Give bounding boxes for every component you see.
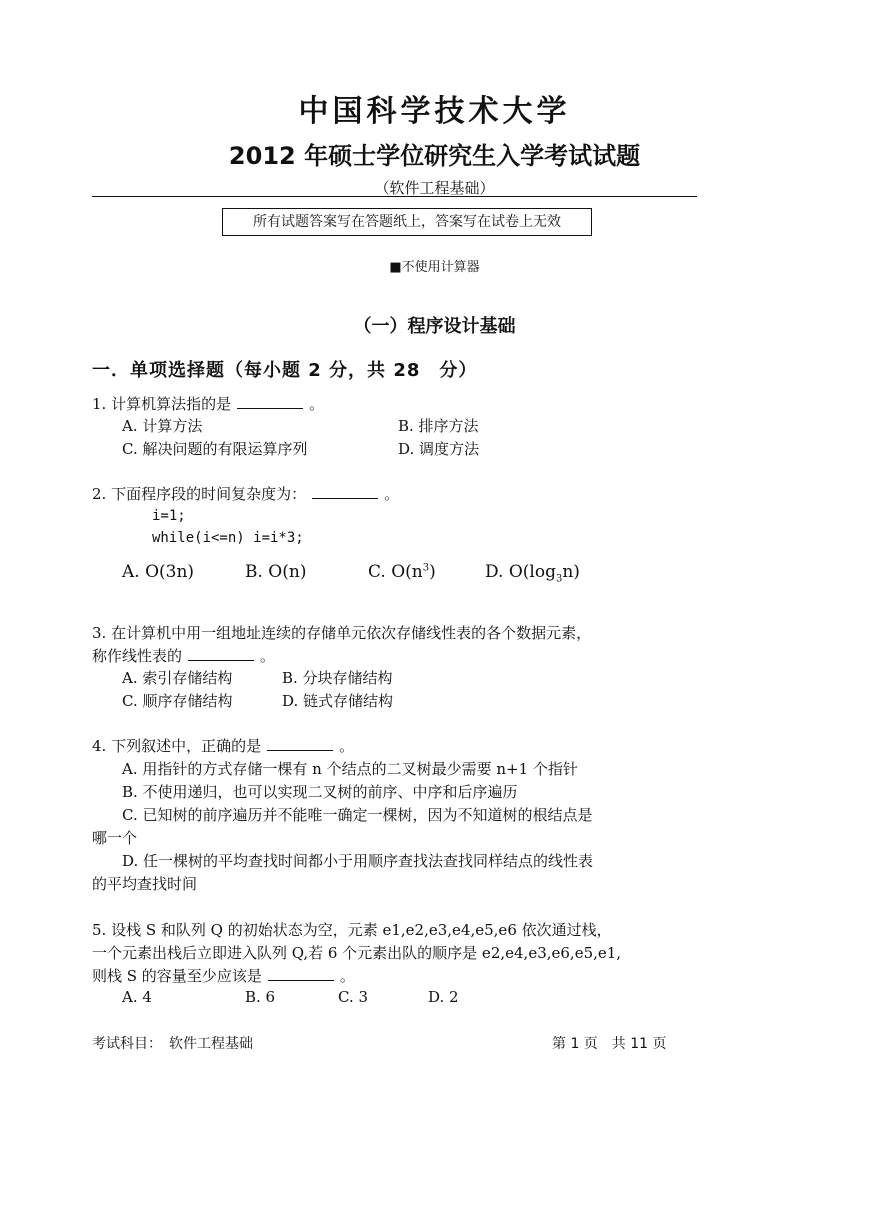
question-1-end: 。 xyxy=(309,395,325,413)
question-5-line-3 xyxy=(92,965,355,986)
option-d-close: n) xyxy=(562,562,580,582)
question-3-end: 。 xyxy=(260,647,276,665)
answer-blank xyxy=(188,648,254,661)
question-2-end: 。 xyxy=(384,485,400,503)
question-3-text: 称作线性表的 xyxy=(92,647,183,665)
option-c-close: ) xyxy=(429,562,436,582)
footer-page-number: 第 1 页 共 11 页 xyxy=(552,1036,667,1052)
answer-blank xyxy=(267,738,333,751)
question-4-end: 。 xyxy=(339,737,355,755)
question-3-option-a: A. 索引存储结构 xyxy=(122,669,233,687)
question-4-option-c-line-1: C. 已知树的前序遍历并不能唯一确定一棵树，因为不知道树的根结点是 xyxy=(122,806,593,824)
question-4-option-d-line-1: D. 任一棵树的平均查找时间都小于用顺序查找法查找同样结点的线性表 xyxy=(122,852,594,870)
option-c-text: C. O(n xyxy=(368,562,423,582)
question-3-option-d: D. 链式存储结构 xyxy=(282,692,394,710)
question-4-option-d-line-2: 的平均查找时间 xyxy=(92,875,198,893)
question-1-option-c: C. 解决问题的有限运算序列 xyxy=(122,440,308,458)
exam-title: 2012 年硕士学位研究生入学考试试题 xyxy=(228,142,641,170)
question-4-stem xyxy=(92,735,354,756)
answer-blank xyxy=(268,968,334,981)
question-1-text: 1. 计算机算法指的是 xyxy=(92,395,232,413)
option-d-text: D. O(log xyxy=(485,562,556,582)
header-divider xyxy=(92,196,697,197)
question-2-stem xyxy=(92,483,399,504)
question-2-option-b: B. O(n) xyxy=(245,562,307,582)
question-3-option-c: C. 顺序存储结构 xyxy=(122,692,233,710)
question-2-code-line-1: i=1; xyxy=(152,508,186,524)
answer-notice-box: 所有试题答案写在答题纸上，答案写在试卷上无效 xyxy=(222,208,592,236)
question-5-option-a: A. 4 xyxy=(122,988,152,1006)
question-1-option-d: D. 调度方法 xyxy=(398,440,480,458)
question-2-code-line-2: while(i<=n) i=i*3; xyxy=(152,530,304,546)
question-2-option-c xyxy=(368,562,436,582)
question-5-option-d: D. 2 xyxy=(428,988,459,1006)
part-title: （一）程序设计基础 xyxy=(353,316,516,337)
question-2-text: 2. 下面程序段的时间复杂度为： xyxy=(92,485,307,503)
question-4-option-c-line-2: 哪一个 xyxy=(92,829,138,847)
section-title: 一．单项选择题（每小题 2 分，共 28 分） xyxy=(92,360,478,381)
question-4-option-a: A. 用指针的方式存储一棵有 n 个结点的二叉树最少需要 n+1 个指针 xyxy=(122,760,578,778)
question-4-option-b: B. 不使用递归，也可以实现二叉树的前序、中序和后序遍历 xyxy=(122,783,518,801)
log-base: 3 xyxy=(555,573,563,585)
exam-subject: （软件工程基础） xyxy=(374,179,495,197)
exponent: 3 xyxy=(422,562,430,574)
question-3-line-1: 3. 在计算机中用一组地址连续的存储单元依次存储线性表的各个数据元素， xyxy=(92,624,592,642)
question-5-end: 。 xyxy=(339,967,355,985)
question-5-line-2: 一个元素出栈后立即进入队列 Q,若 6 个元素出队的顺序是 e2,e4,e3,e6,e5,e1, xyxy=(92,944,622,962)
question-5-text: 则栈 S 的容量至少应该是 xyxy=(92,967,262,985)
university-name: 中国科学技术大学 xyxy=(298,94,571,129)
question-3-line-2 xyxy=(92,645,275,666)
question-5-option-c: C. 3 xyxy=(338,988,369,1006)
question-4-text: 4. 下列叙述中，正确的是 xyxy=(92,737,262,755)
question-3-option-b: B. 分块存储结构 xyxy=(282,669,393,687)
no-calculator-note: ■不使用计算器 xyxy=(389,260,480,275)
question-1-option-b: B. 排序方法 xyxy=(398,417,479,435)
question-2-option-d xyxy=(485,562,580,584)
question-1-stem xyxy=(92,393,324,414)
answer-blank xyxy=(312,486,378,499)
question-1-option-a: A. 计算方法 xyxy=(122,417,203,435)
footer-subject: 考试科目： 软件工程基础 xyxy=(92,1036,253,1052)
question-5-option-b: B. 6 xyxy=(245,988,276,1006)
answer-blank xyxy=(237,396,303,409)
question-2-option-a: A. O(3n) xyxy=(122,562,195,582)
question-5-line-1: 5. 设栈 S 和队列 Q 的初始状态为空，元素 e1,e2,e3,e4,e5,e6 依次通过栈， xyxy=(92,921,612,939)
